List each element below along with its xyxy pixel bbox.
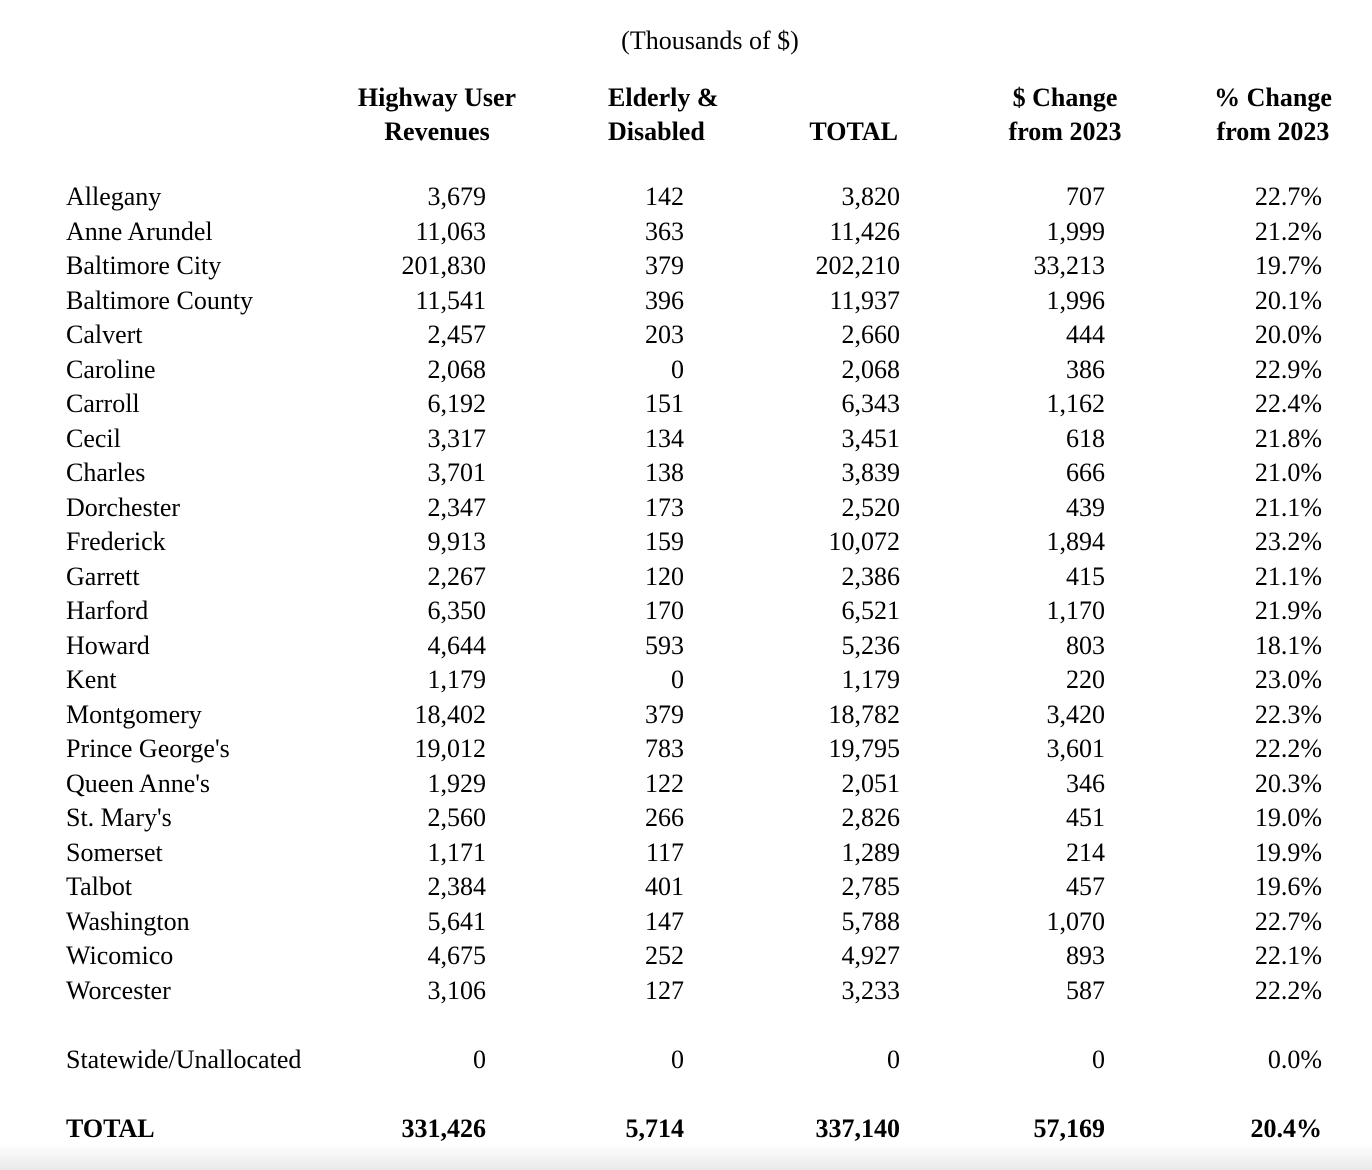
county-name-cell: Caroline (66, 354, 156, 384)
dollar-change-cell: 1,170 (1046, 596, 1105, 625)
elderly-disabled-cell: 127 (645, 975, 684, 1005)
percent-change-cell: 21.9% (1254, 596, 1322, 625)
dollar-change-cell: 1,996 (1046, 285, 1105, 315)
dollar-change-cell: 0 (1092, 1044, 1105, 1074)
highway-user-revenues-cell: 2,457 (427, 320, 486, 349)
elderly-disabled-cell: 151 (645, 389, 684, 418)
county-name-cell: Harford (66, 596, 149, 625)
dollar-change-cell: 451 (1066, 803, 1105, 832)
dollar-change-cell: 1,894 (1046, 527, 1105, 556)
elderly-disabled-cell: 159 (645, 527, 684, 556)
total-cell: 1,179 (841, 665, 900, 694)
dollar-change-cell: 439 (1066, 492, 1105, 522)
table-row (0, 560, 1322, 595)
header-line-1: % Change (1214, 83, 1332, 112)
header-line-1: Highway User (357, 83, 517, 112)
highway-user-revenues-cell: 5,641 (427, 906, 486, 936)
elderly-disabled-cell: 379 (645, 251, 684, 280)
table-row (0, 353, 1322, 388)
table-row (0, 836, 1322, 871)
percent-change-cell: 22.2% (1254, 734, 1322, 763)
grand-total-row (0, 1112, 1322, 1147)
county-name-cell: Talbot (66, 872, 133, 901)
elderly-disabled-cell: 401 (645, 872, 684, 901)
elderly-disabled-cell: 203 (645, 320, 684, 349)
total-cell: 5,236 (841, 630, 900, 660)
percent-change-cell: 22.4% (1254, 389, 1322, 418)
percent-change-cell: 22.3% (1254, 699, 1322, 729)
dollar-change-cell: 220 (1066, 665, 1105, 694)
elderly-disabled-cell: 120 (645, 561, 684, 591)
column-header-total: TOTAL (809, 117, 898, 146)
county-name-cell: Howard (66, 630, 150, 660)
dollar-change-cell: 707 (1066, 182, 1105, 211)
county-name-cell: Frederick (66, 527, 166, 556)
total-cell: 3,451 (841, 423, 900, 453)
highway-user-revenues-cell: 3,106 (427, 975, 486, 1005)
percent-change-cell: 0.0% (1267, 1044, 1322, 1074)
highway-user-revenues-cell: 1,929 (427, 768, 486, 798)
percent-change-cell: 20.4% (1250, 1113, 1322, 1143)
highway-user-revenues-cell: 2,068 (427, 354, 486, 384)
header-line-1: Elderly & (608, 83, 719, 112)
table-body (0, 180, 1322, 1146)
elderly-disabled-cell: 783 (645, 734, 684, 763)
percent-change-cell: 21.1% (1254, 561, 1322, 591)
highway-user-revenues-cell: 2,347 (427, 492, 486, 522)
column-header-elderly-disabled (608, 81, 719, 149)
county-name-cell: Worcester (66, 975, 171, 1005)
percent-change-cell: 20.0% (1254, 320, 1322, 349)
highway-user-revenues-cell: 11,063 (415, 216, 486, 246)
highway-user-revenues-cell: 6,192 (427, 389, 486, 418)
total-cell: 2,785 (841, 872, 900, 901)
highway-user-revenues-cell: 2,384 (427, 872, 486, 901)
dollar-change-cell: 618 (1066, 423, 1105, 453)
table-row (0, 629, 1322, 664)
county-name-cell: Dorchester (66, 492, 181, 522)
elderly-disabled-cell: 0 (671, 1044, 684, 1074)
table-row (0, 767, 1322, 802)
county-name-cell: Cecil (66, 423, 121, 453)
percent-change-cell: 19.6% (1254, 872, 1322, 901)
total-cell: 19,795 (828, 734, 900, 763)
table-row (0, 974, 1322, 1009)
table-row (0, 456, 1322, 491)
dollar-change-cell: 1,162 (1046, 389, 1105, 418)
highway-user-revenues-cell: 18,402 (414, 699, 486, 729)
county-name-cell: Montgomery (66, 699, 202, 729)
dollar-change-cell: 57,169 (1033, 1113, 1105, 1143)
header-line-2: from 2023 (1008, 117, 1122, 146)
total-cell: 2,068 (841, 354, 900, 384)
county-name-cell: Queen Anne's (66, 768, 211, 798)
county-name-cell: Anne Arundel (66, 216, 213, 246)
county-name-cell: St. Mary's (66, 803, 172, 832)
highway-user-revenues-cell: 19,012 (414, 734, 486, 763)
highway-user-revenues-cell: 11,541 (415, 285, 486, 315)
county-name-cell: Washington (66, 906, 190, 936)
highway-user-revenues-cell: 0 (473, 1044, 486, 1074)
total-cell: 1,289 (841, 837, 900, 867)
county-name-cell: Baltimore County (66, 285, 254, 315)
elderly-disabled-cell: 134 (645, 423, 684, 453)
dollar-change-cell: 3,420 (1046, 699, 1105, 729)
elderly-disabled-cell: 396 (645, 285, 684, 315)
total-cell: 5,788 (841, 906, 900, 936)
total-cell: 3,820 (841, 182, 900, 211)
total-cell: 2,520 (841, 492, 900, 522)
total-cell: 337,140 (815, 1113, 900, 1143)
table-row (0, 387, 1322, 422)
percent-change-cell: 21.2% (1254, 216, 1322, 246)
total-cell: 2,660 (841, 320, 900, 349)
column-header-percent-change (1214, 81, 1332, 149)
table-row (0, 215, 1322, 250)
total-cell: 2,051 (841, 768, 900, 798)
elderly-disabled-cell: 0 (671, 665, 684, 694)
dollar-change-cell: 33,213 (1033, 251, 1105, 280)
highway-user-revenues-cell: 201,830 (401, 251, 486, 280)
percent-change-cell: 23.0% (1254, 665, 1322, 694)
percent-change-cell: 22.7% (1254, 182, 1322, 211)
total-cell: 2,826 (841, 803, 900, 832)
percent-change-cell: 19.9% (1254, 837, 1322, 867)
county-name-cell: Kent (66, 665, 117, 694)
dollar-change-cell: 1,070 (1046, 906, 1105, 936)
dollar-change-cell: 415 (1066, 561, 1105, 591)
percent-change-cell: 20.3% (1254, 768, 1322, 798)
highway-user-revenues-cell: 4,644 (427, 630, 486, 660)
highway-user-revenues-cell: 2,560 (427, 803, 486, 832)
statewide-unallocated-row (0, 1043, 1322, 1078)
table-row (0, 663, 1322, 698)
column-header-highway-user-revenues (358, 81, 516, 149)
total-cell: 11,937 (829, 285, 900, 315)
percent-change-cell: 21.1% (1254, 492, 1322, 522)
elderly-disabled-cell: 379 (645, 699, 684, 729)
highway-user-revenues-cell: 3,317 (427, 423, 486, 453)
dollar-change-cell: 386 (1066, 354, 1105, 384)
highway-user-revenues-cell: 331,426 (401, 1113, 486, 1143)
dollar-change-cell: 457 (1066, 872, 1105, 901)
table-row (0, 180, 1322, 215)
percent-change-cell: 22.2% (1254, 975, 1322, 1005)
total-cell: 3,839 (841, 458, 900, 487)
county-name-cell: Statewide/Unallocated (66, 1044, 302, 1074)
elderly-disabled-cell: 122 (645, 768, 684, 798)
elderly-disabled-cell: 170 (645, 596, 684, 625)
table-title: (Thousands of $) (621, 26, 799, 55)
percent-change-cell: 21.0% (1254, 458, 1322, 487)
elderly-disabled-cell: 363 (645, 216, 684, 246)
table-row (0, 491, 1322, 526)
elderly-disabled-cell: 5,714 (625, 1113, 684, 1143)
table-row (0, 594, 1322, 629)
table-row (0, 801, 1322, 836)
elderly-disabled-cell: 266 (645, 803, 684, 832)
dollar-change-cell: 587 (1066, 975, 1105, 1005)
highway-user-revenues-cell: 6,350 (427, 596, 486, 625)
total-cell: 6,521 (841, 596, 900, 625)
percent-change-cell: 22.9% (1254, 354, 1322, 384)
county-name-cell: Prince George's (66, 734, 230, 763)
total-cell: 3,233 (841, 975, 900, 1005)
dollar-change-cell: 803 (1066, 630, 1105, 660)
header-line-2: Revenues (384, 117, 490, 146)
highway-user-revenues-cell: 9,913 (427, 527, 486, 556)
column-header-dollar-change (1009, 81, 1122, 149)
county-name-cell: Wicomico (66, 941, 174, 970)
county-name-cell: Carroll (66, 389, 140, 418)
percent-change-cell: 23.2% (1254, 527, 1322, 556)
percent-change-cell: 22.1% (1254, 941, 1322, 970)
elderly-disabled-cell: 252 (645, 941, 684, 970)
highway-user-revenues-cell: 3,679 (427, 182, 486, 211)
header-line-2: Disabled (608, 117, 705, 146)
county-name-cell: Allegany (66, 182, 162, 211)
elderly-disabled-cell: 147 (645, 906, 684, 936)
elderly-disabled-cell: 173 (645, 492, 684, 522)
total-cell: 2,386 (841, 561, 900, 591)
percent-change-cell: 20.1% (1254, 285, 1322, 315)
table-row (0, 939, 1322, 974)
highway-user-revenues-cell: 2,267 (427, 561, 486, 591)
table-row (0, 870, 1322, 905)
total-cell: 6,343 (841, 389, 900, 418)
county-name-cell: Charles (66, 458, 146, 487)
total-cell: 4,927 (841, 941, 900, 970)
elderly-disabled-cell: 0 (671, 354, 684, 384)
total-cell: 202,210 (815, 251, 900, 280)
percent-change-cell: 18.1% (1254, 630, 1322, 660)
percent-change-cell: 22.7% (1254, 906, 1322, 936)
percent-change-cell: 21.8% (1254, 423, 1322, 453)
elderly-disabled-cell: 117 (645, 837, 684, 867)
dollar-change-cell: 444 (1066, 320, 1105, 349)
header-line-2: from 2023 (1216, 117, 1330, 146)
highway-user-revenues-cell: 1,171 (427, 837, 486, 867)
elderly-disabled-cell: 142 (645, 182, 684, 211)
county-name-cell: TOTAL (66, 1113, 155, 1143)
dollar-change-cell: 346 (1066, 768, 1105, 798)
dollar-change-cell: 1,999 (1046, 216, 1105, 246)
table-row (0, 732, 1322, 767)
county-name-cell: Garrett (66, 561, 140, 591)
total-cell: 0 (887, 1044, 900, 1074)
highway-user-revenues-cell: 3,701 (427, 458, 486, 487)
elderly-disabled-cell: 138 (645, 458, 684, 487)
county-name-cell: Baltimore City (66, 251, 222, 280)
table-row (0, 422, 1322, 457)
table-row (0, 698, 1322, 733)
elderly-disabled-cell: 593 (645, 630, 684, 660)
dollar-change-cell: 893 (1066, 941, 1105, 970)
table-row (0, 318, 1322, 353)
table-row (0, 905, 1322, 940)
percent-change-cell: 19.7% (1254, 251, 1322, 280)
page-bottom-edge (0, 1144, 1372, 1170)
table-row (0, 284, 1322, 319)
county-name-cell: Somerset (66, 837, 163, 867)
total-cell: 11,426 (829, 216, 900, 246)
total-cell: 10,072 (828, 527, 900, 556)
total-cell: 18,782 (828, 699, 900, 729)
dollar-change-cell: 214 (1066, 837, 1105, 867)
table-row (0, 525, 1322, 560)
dollar-change-cell: 666 (1066, 458, 1105, 487)
highway-user-revenues-cell: 1,179 (427, 665, 486, 694)
percent-change-cell: 19.0% (1254, 803, 1322, 832)
county-name-cell: Calvert (66, 320, 143, 349)
dollar-change-cell: 3,601 (1046, 734, 1105, 763)
table-row (0, 249, 1322, 284)
header-line-1: $ Change (1012, 83, 1118, 112)
highway-user-revenues-cell: 4,675 (427, 941, 486, 970)
